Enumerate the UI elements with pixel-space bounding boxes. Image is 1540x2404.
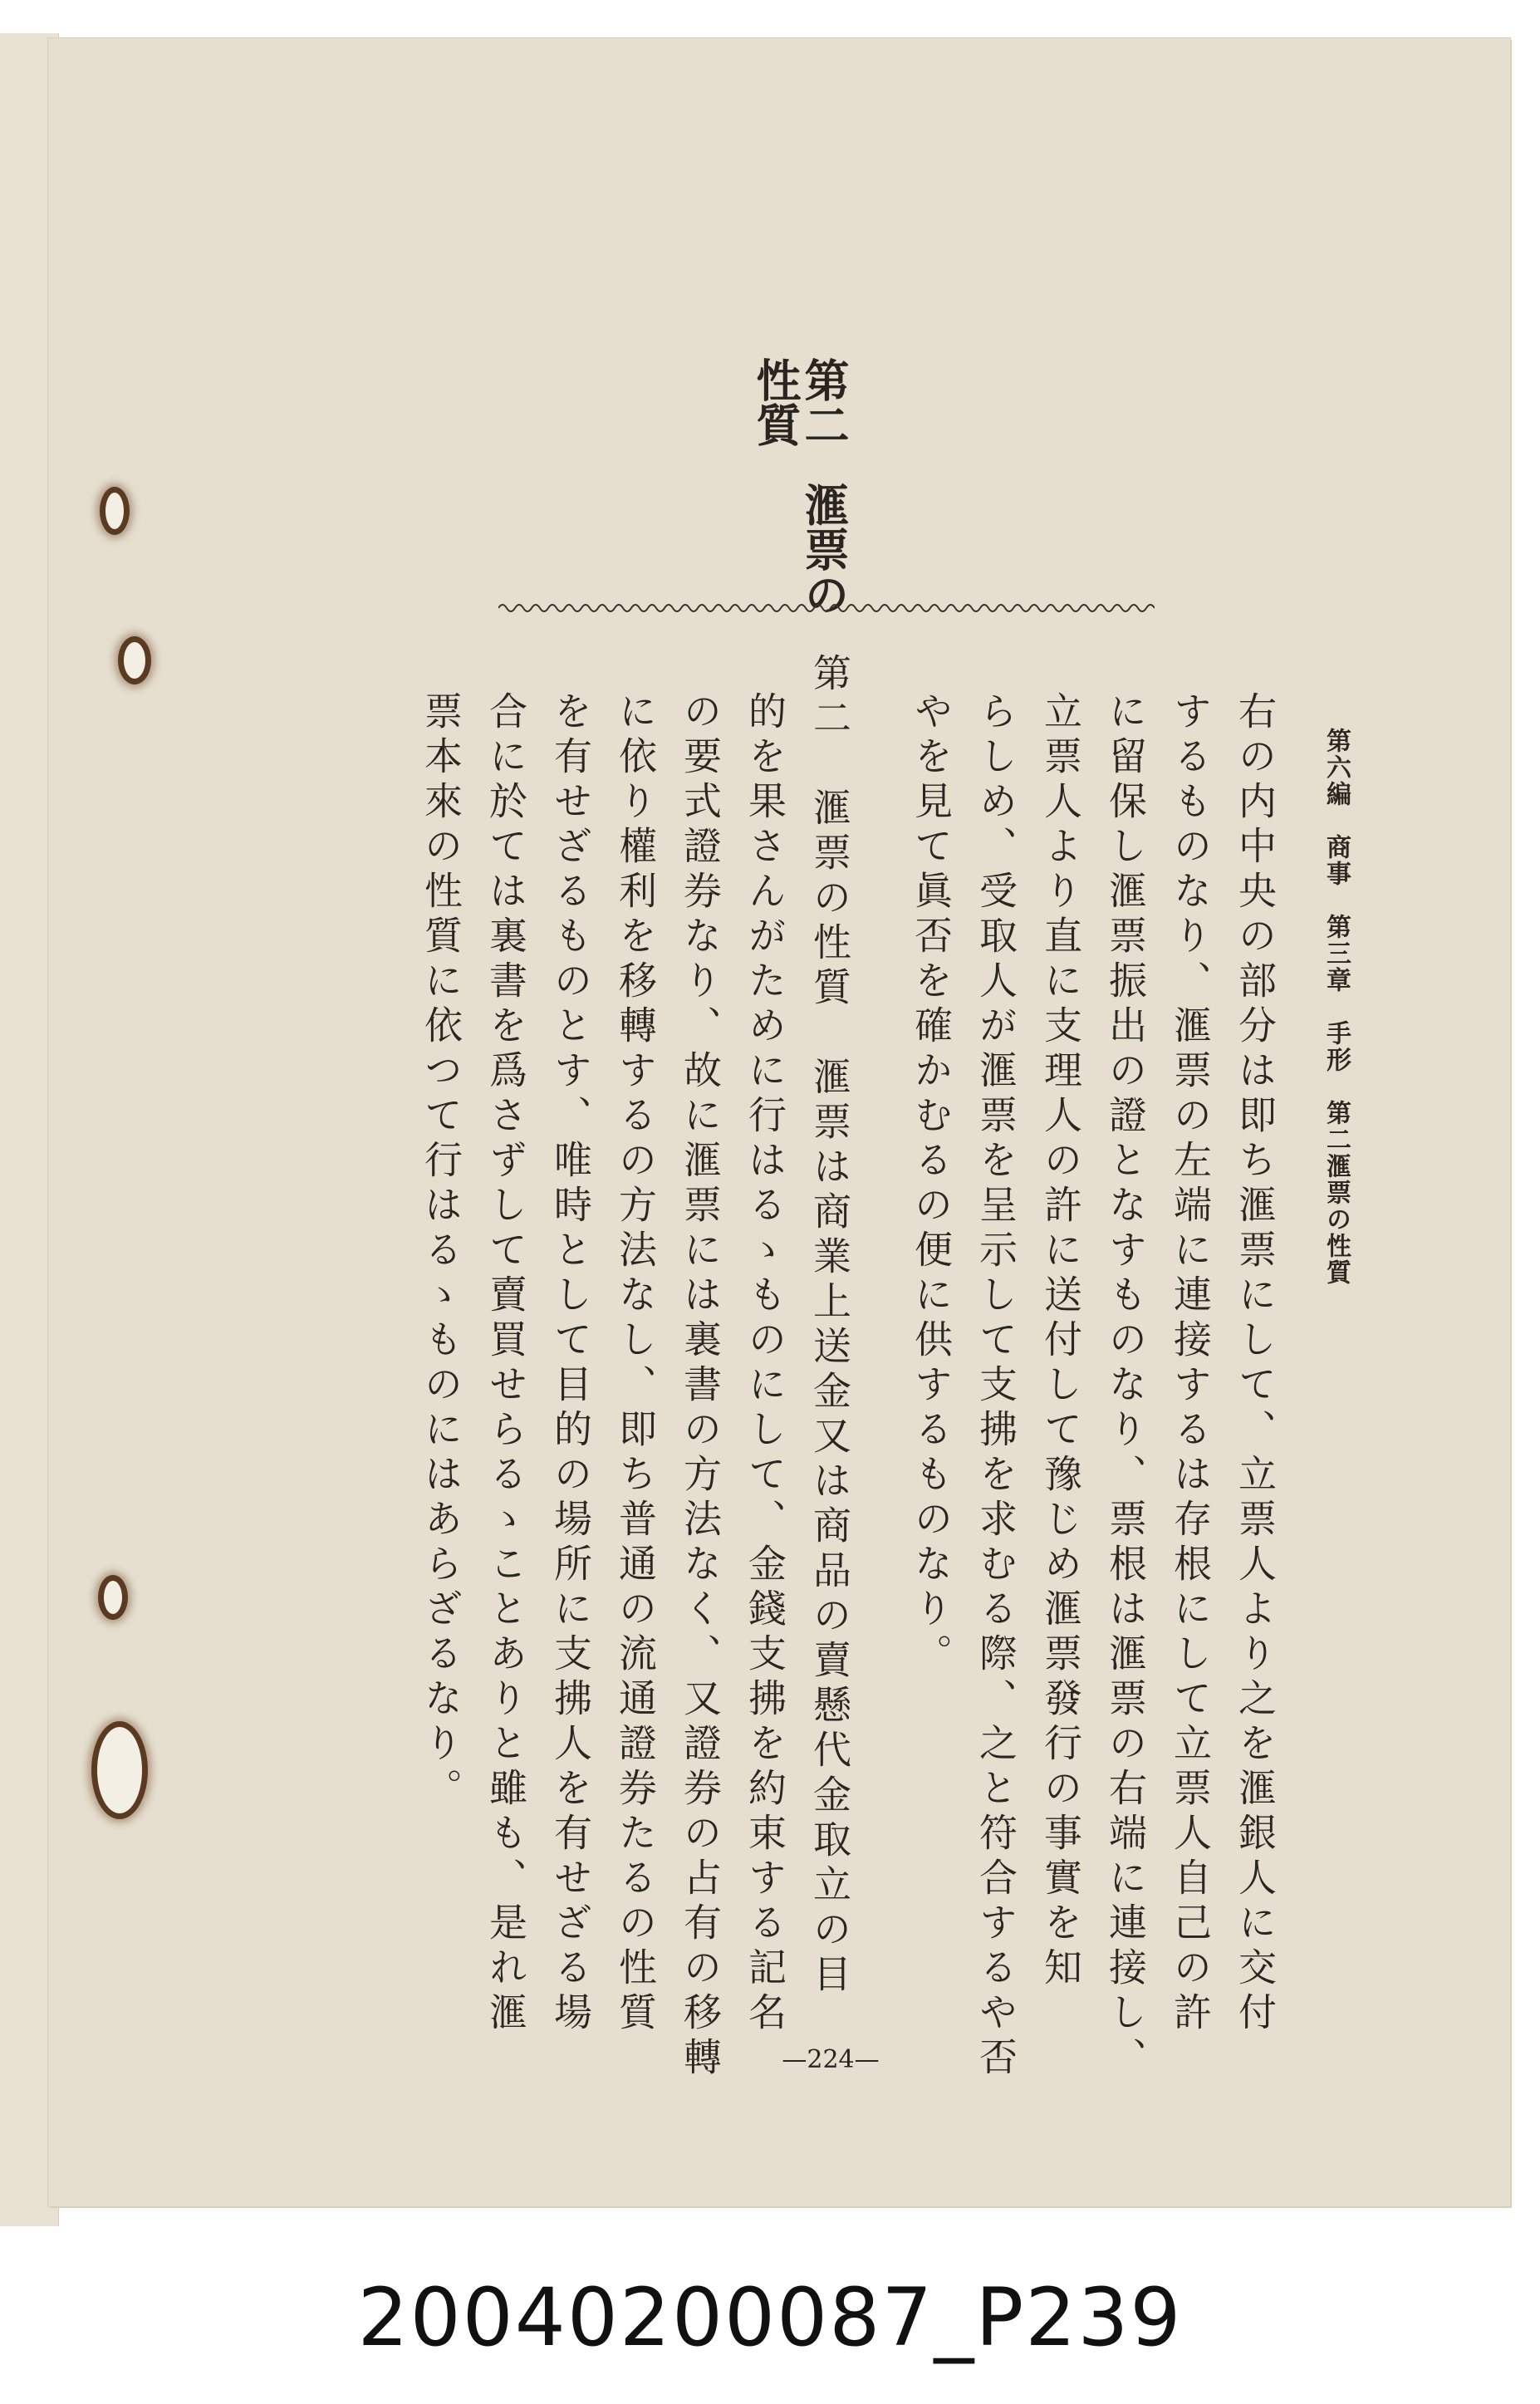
body-column-11: を有せざるものとす、唯時として目的の場所に支拂人を有せざる場 [548, 691, 593, 2037]
body-column-8: 的を果さんがために行はるゝものにして、金錢支拂を約束する記名 [743, 691, 787, 2037]
body-column-6: やを見て眞否を確かむるの便に供するものなり。 [909, 691, 954, 1678]
body-column-1: 右の内中央の部分は即ち滙票にして、立票人より之を滙銀人に交付 [1233, 691, 1278, 2037]
binding-hole-2 [118, 636, 151, 684]
archive-id-caption: 20040200087_P239 [357, 2271, 1183, 2364]
body-column-12: 合に於ては裏書を爲さずして賣買せらるゝことありと雖も、是れ滙 [483, 691, 528, 2037]
body-column-10: に依り權利を移轉するの方法なし、即ち普通の流通證券たるの性質 [613, 691, 658, 2037]
marginal-heading-line-1: 第二 [797, 357, 851, 447]
body-column-7-section-start: 第二 滙票の性質 滙票は商業上送金又は商品の賣懸代金取立の目 [807, 653, 852, 1999]
page-number: —224— [782, 2045, 880, 2074]
marginal-heading-line-3: 滙票の [797, 482, 851, 616]
decorative-wavy-rule [498, 600, 1155, 616]
binding-hole-4 [91, 1721, 148, 1819]
body-column-3: に留保し滙票振出の證となすものなり、票根は滙票の右端に連接し、 [1103, 691, 1148, 2082]
running-header: 第六編 商事 第三章 手形 第二滙票の性質 [1322, 728, 1351, 1286]
binding-hole-1 [100, 487, 130, 535]
body-column-9: の要式證券なり、故に滙票には裏書の方法なく、又證券の占有の移轉 [678, 691, 723, 2082]
binding-hole-3 [98, 1575, 128, 1620]
body-column-4: 立票人より直に支理人の許に送付して豫じめ滙票發行の事實を知 [1038, 691, 1083, 1992]
body-column-5: らしめ、受取人が滙票を呈示して支拂を求むる際、之と符合するや否 [974, 691, 1018, 2082]
body-column-2: するものなり、滙票の左端に連接するは存根にして立票人自己の許 [1168, 691, 1213, 2037]
marginal-heading-line-2: 性質 [749, 357, 802, 447]
body-column-13: 票本來の性質に依つて行はるゝものにはあらざるなり。 [419, 691, 463, 1813]
